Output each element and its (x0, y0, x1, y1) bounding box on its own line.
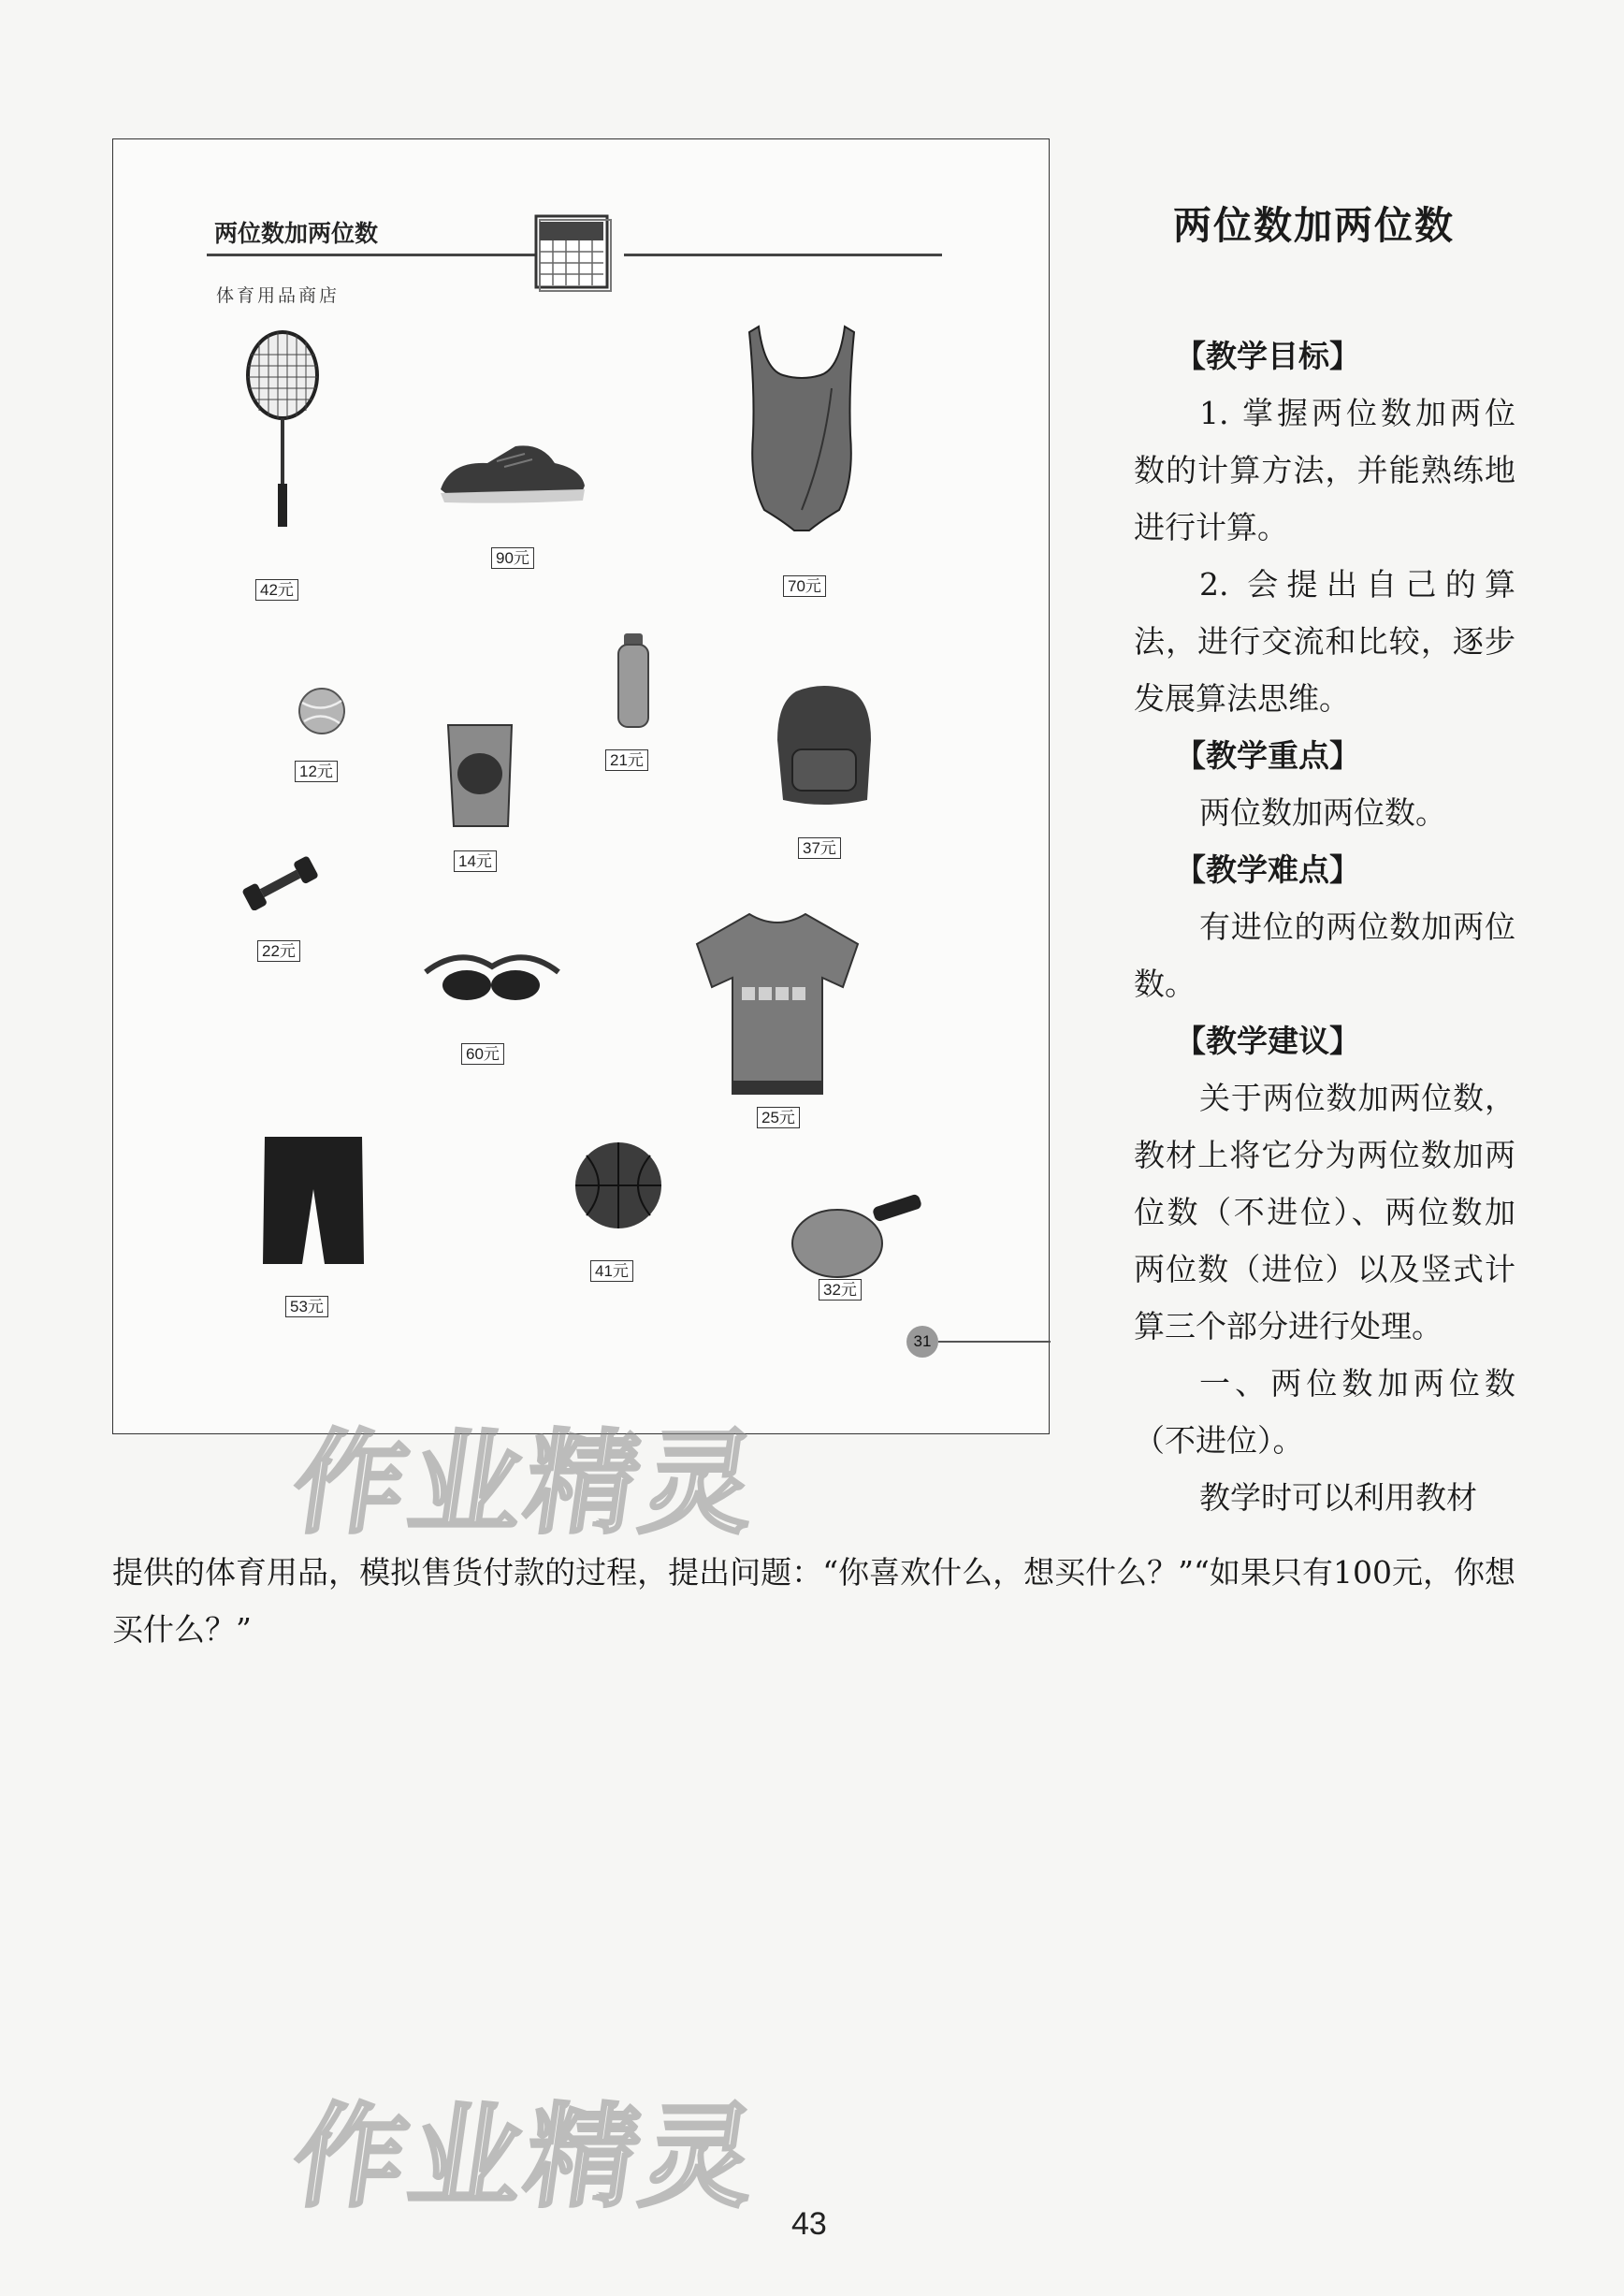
page-number: 43 (791, 2206, 827, 2242)
difficulty-text: 有进位的两位数加两位数。 (1134, 908, 1515, 1002)
textbook-page-number: 31 (906, 1326, 938, 1358)
watermark-top: 作业精灵 (284, 1419, 768, 1549)
backpack-icon (768, 684, 880, 809)
price-tag-dumbbell: 22元 (257, 940, 300, 962)
sneakers-icon (431, 435, 590, 510)
shorts-icon (259, 1133, 368, 1270)
price-tag-t-shirt: 25元 (757, 1107, 800, 1128)
title-rule-left (207, 254, 562, 256)
price-tag-tennis-ball: 12元 (295, 761, 338, 782)
price-tag-basketball: 41元 (590, 1260, 633, 1282)
swim-goggles-icon (422, 946, 562, 1008)
badminton-racket-icon (240, 327, 325, 532)
price-tag-racket: 42元 (255, 579, 298, 601)
section-1-body: 提供的体育用品，模拟售货付款的过程，提出问题：“你喜欢什么，想买什么？”“如果只有100元，你想买什么？” (112, 1554, 1515, 1648)
advice-text: 关于两位数加两位数，教材上将它分为两位数加两位数（不进位）、两位数加两位数（进位）以及竖式计算三个部分进行处理。 (1134, 1080, 1515, 1344)
title-rule-right (624, 254, 942, 256)
knee-pad-icon (442, 721, 517, 830)
t-shirt-icon (693, 910, 862, 1097)
lesson-title: 两位数加两位数 (214, 220, 379, 247)
ping-pong-paddle-icon (787, 1187, 927, 1281)
swimsuit-icon (746, 323, 858, 532)
goal-2: 2. 会提出自己的算法，进行交流和比较，逐步发展算法思维。 (1134, 566, 1515, 717)
price-tag-sneakers: 90元 (491, 547, 534, 569)
price-tag-water-bottle: 21元 (605, 749, 648, 771)
price-tag-goggles: 60元 (461, 1043, 504, 1065)
goal-heading: 【教学目标】 (1175, 338, 1360, 374)
basketball-icon (572, 1139, 665, 1232)
advice-heading: 【教学建议】 (1175, 1023, 1360, 1059)
goal-1: 1. 掌握两位数加两位数的计算方法，并能熟练地进行计算。 (1134, 395, 1515, 545)
price-tag-paddle: 32元 (819, 1279, 862, 1301)
page-number-rule (938, 1341, 1051, 1343)
focus-heading: 【教学重点】 (1175, 737, 1360, 774)
section-1-heading: 一、两位数加两位数（不进位）。 (1134, 1365, 1515, 1459)
textbook-page (112, 138, 1050, 1434)
price-tag-shorts: 53元 (285, 1296, 328, 1317)
store-name: 体育用品商店 (216, 285, 341, 306)
price-tag-backpack: 37元 (798, 837, 841, 859)
focus-text: 两位数加两位数。 (1199, 794, 1446, 831)
guide-column (1134, 327, 1515, 1526)
difficulty-heading: 【教学难点】 (1175, 851, 1360, 888)
watermark-bottom: 作业精灵 (284, 2093, 768, 2223)
price-tag-knee-pad: 14元 (454, 850, 497, 872)
guide-title: 两位数加两位数 (1173, 203, 1455, 248)
price-tag-swimsuit: 70元 (783, 575, 826, 597)
tennis-ball-icon (297, 686, 347, 736)
section-1-lead: 教学时可以利用教材 (1199, 1479, 1477, 1516)
water-bottle-icon (611, 632, 656, 729)
dumbbell-icon (239, 854, 323, 910)
calculator-grid-icon (532, 212, 613, 293)
